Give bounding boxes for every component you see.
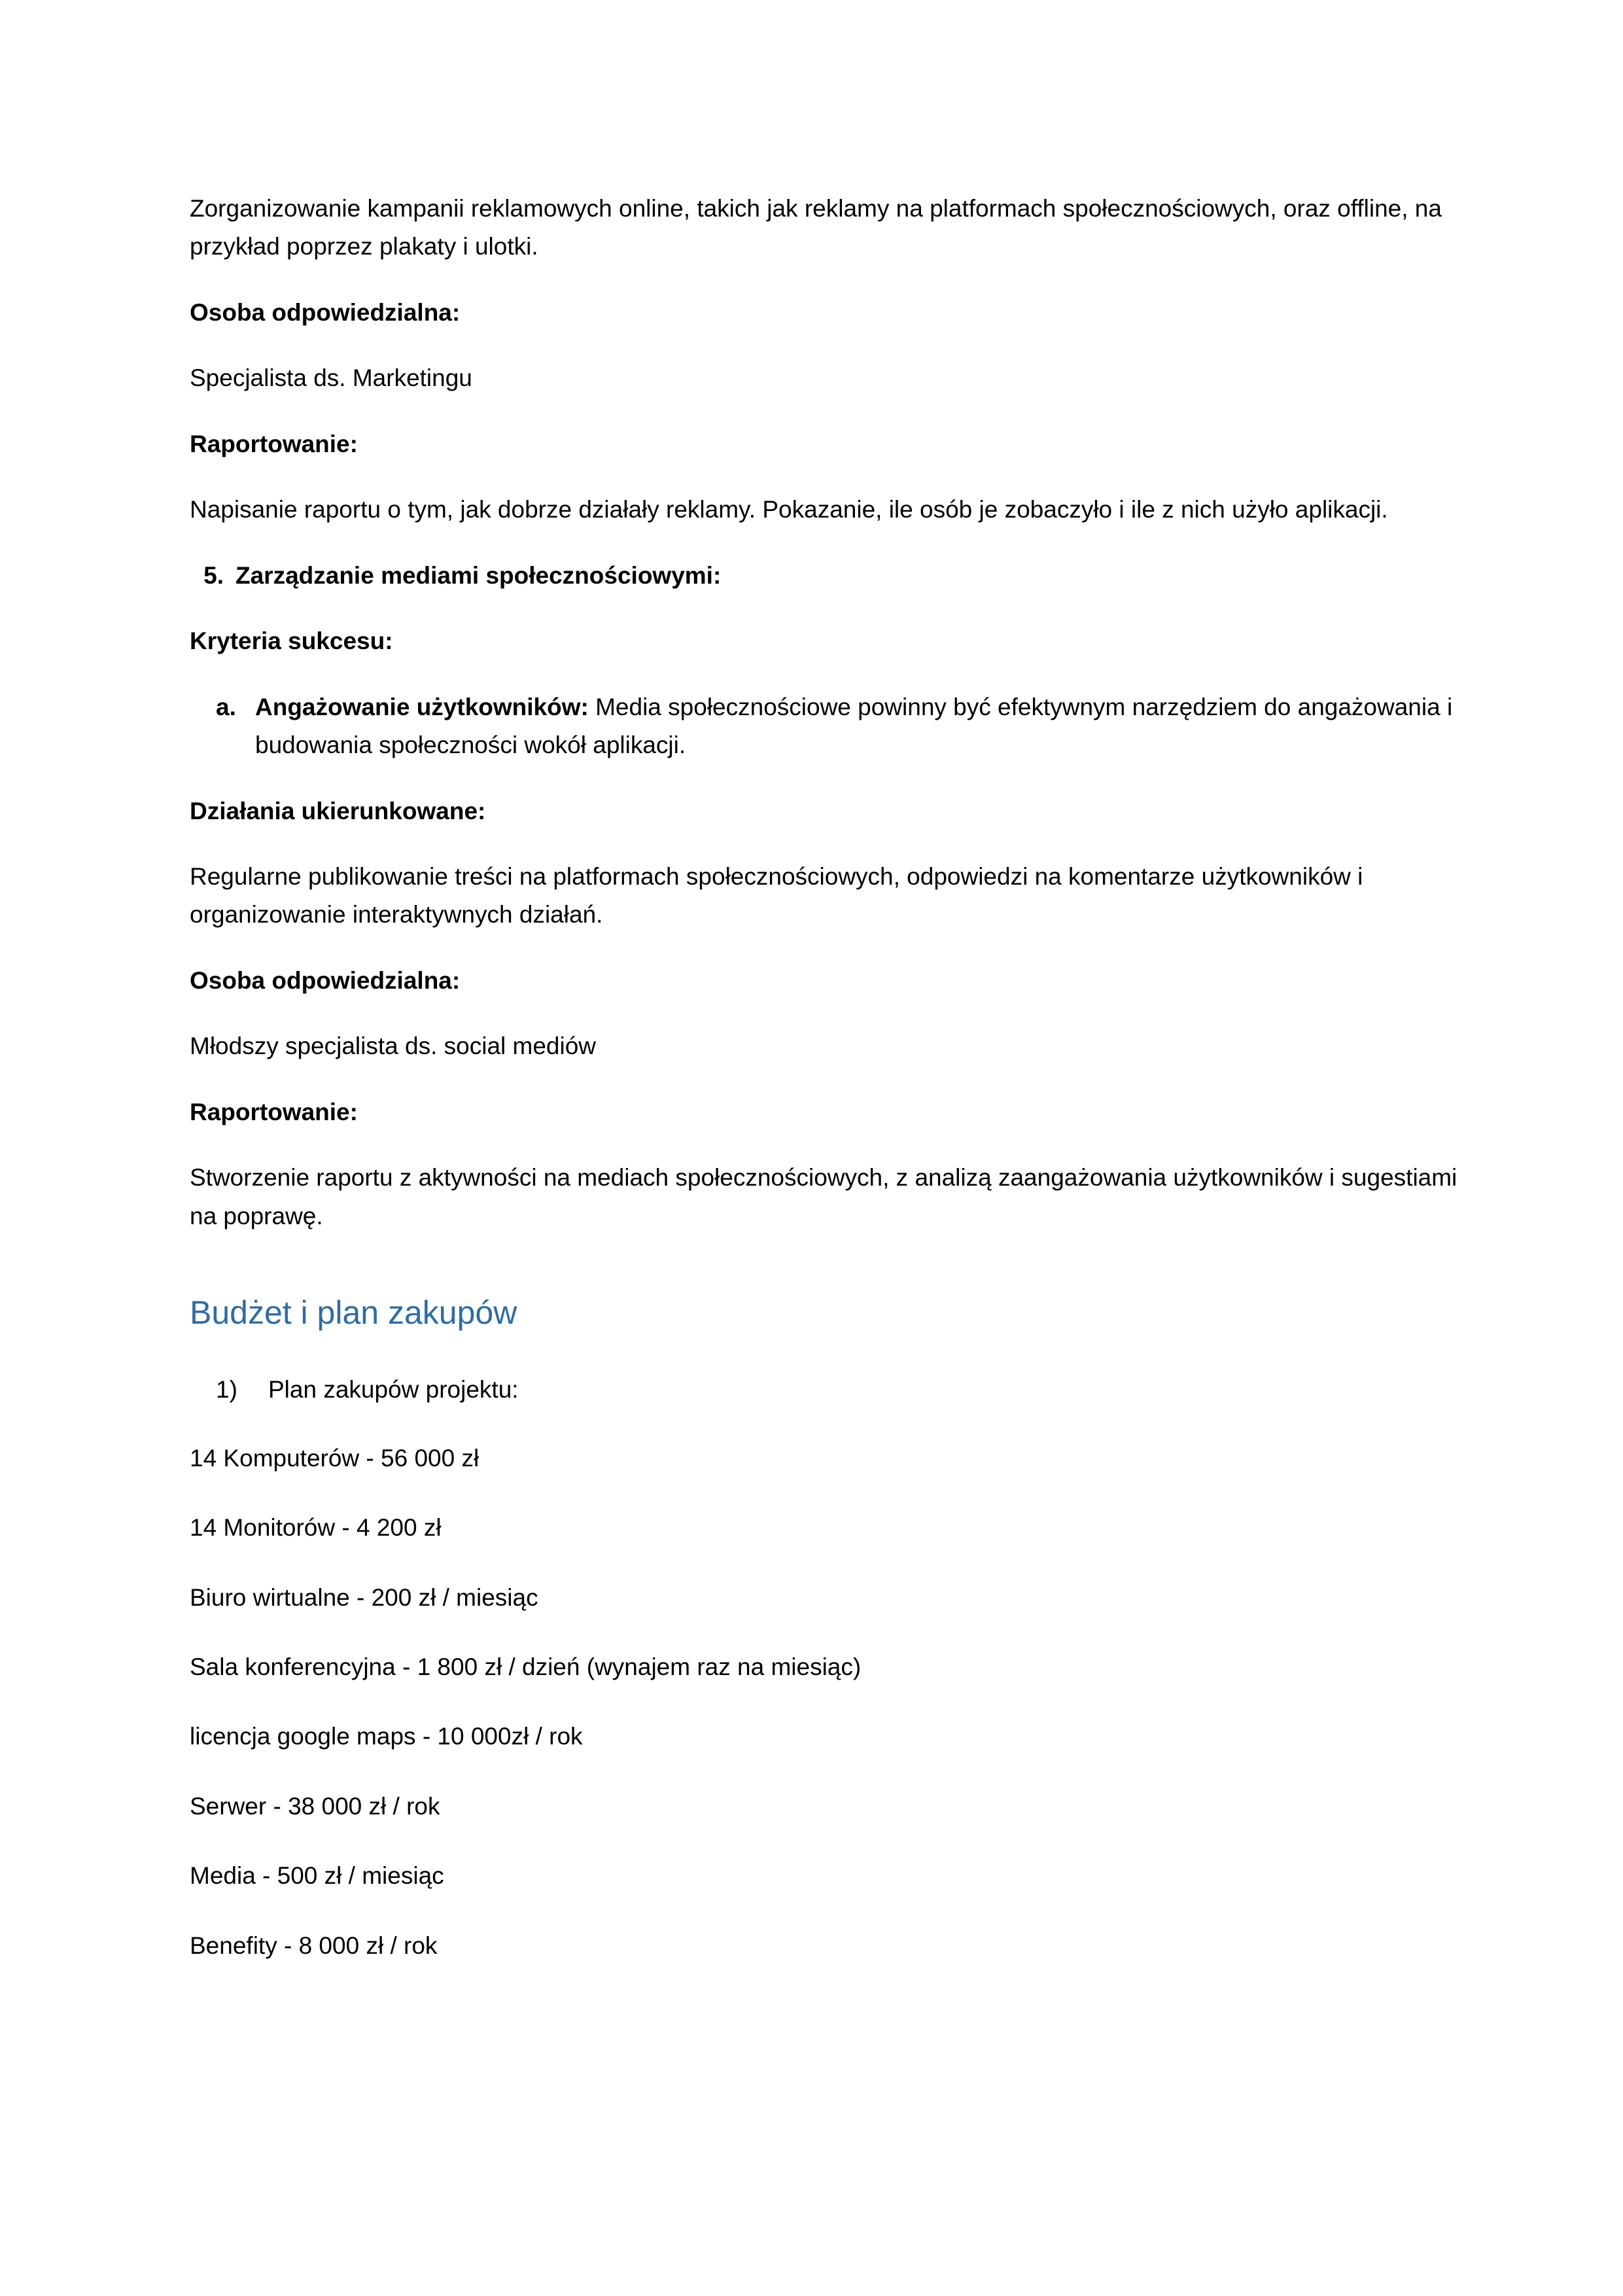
budget-item: Media - 500 zł / miesiąc [190,1862,444,1890]
responsible-text-1: Specjalista ds. Marketingu [190,364,472,392]
intro-paragraph: Zorganizowanie kampanii reklamowych online, takich jak reklamy na platformach społecznościowych, oraz offline, na przykład poprzez plakaty i ulotki. [190,195,1442,260]
criteria-sub-item [190,688,1459,765]
purchase-plan-marker: 1) [216,1376,237,1404]
document-body [190,190,1459,1965]
purchase-plan-text: Plan zakupów projektu: [268,1376,519,1404]
budget-item: 14 Monitorów - 4 200 zł [190,1514,442,1542]
actions-text: Regularne publikowanie treści na platformach społecznościowych, odpowiedzi na komentarze użytkowników i organizowanie interaktywnych działań. [190,862,1363,928]
criteria-label: Kryteria sukcesu: [190,627,393,655]
numbered-list [190,557,1459,595]
reporting-text-2: Stworzenie raportu z aktywności na mediach społecznościowych, z analizą zaangażowania użytkowników i sugestiami na poprawę. [190,1164,1457,1229]
budget-item: Biuro wirtualne - 200 zł / miesiąc [190,1583,538,1611]
reporting-label-2: Raportowanie: [190,1098,358,1125]
criteria-sub-text [255,694,1452,758]
budget-item: Serwer - 38 000 zł / rok [190,1792,440,1820]
responsible-label-1: Osoba odpowiedzialna: [190,298,461,326]
budget-item: licencja google maps - 10 000zł / rok [190,1723,583,1750]
criteria-sub-marker: a. [216,693,236,720]
criteria-sub-body: Media społecznościowe powinny być efektywnym narzędziem do angażowania i budowania społeczności wokół aplikacji. [255,693,1453,759]
criteria-sub-lead: Angażowanie użytkowników: [255,693,589,720]
reporting-text-1: Napisanie raportu o tym, jak dobrze działały reklamy. Pokazanie, ile osób je zobaczyło i ile z nich użyło aplikacji. [190,496,1388,523]
budget-item: Benefity - 8 000 zł / rok [190,1932,438,1959]
list-item-marker: 5. [203,561,224,589]
actions-label: Działania ukierunkowane: [190,797,486,824]
reporting-label-1: Raportowanie: [190,430,358,457]
purchase-plan-item [190,1371,1459,1409]
list-item-title: Zarządzanie mediami społecznościowymi: [236,561,722,589]
list-item [190,557,1459,595]
responsible-label-2: Osoba odpowiedzialna: [190,966,461,994]
page-title: Budżet i plan zakupów [190,1294,517,1332]
budget-item: Sala konferencyjna - 1 800 zł / dzień (wynajem raz na miesiąc) [190,1653,862,1680]
budget-item: 14 Komputerów - 56 000 zł [190,1444,480,1472]
responsible-text-2: Młodszy specjalista ds. social mediów [190,1033,597,1060]
